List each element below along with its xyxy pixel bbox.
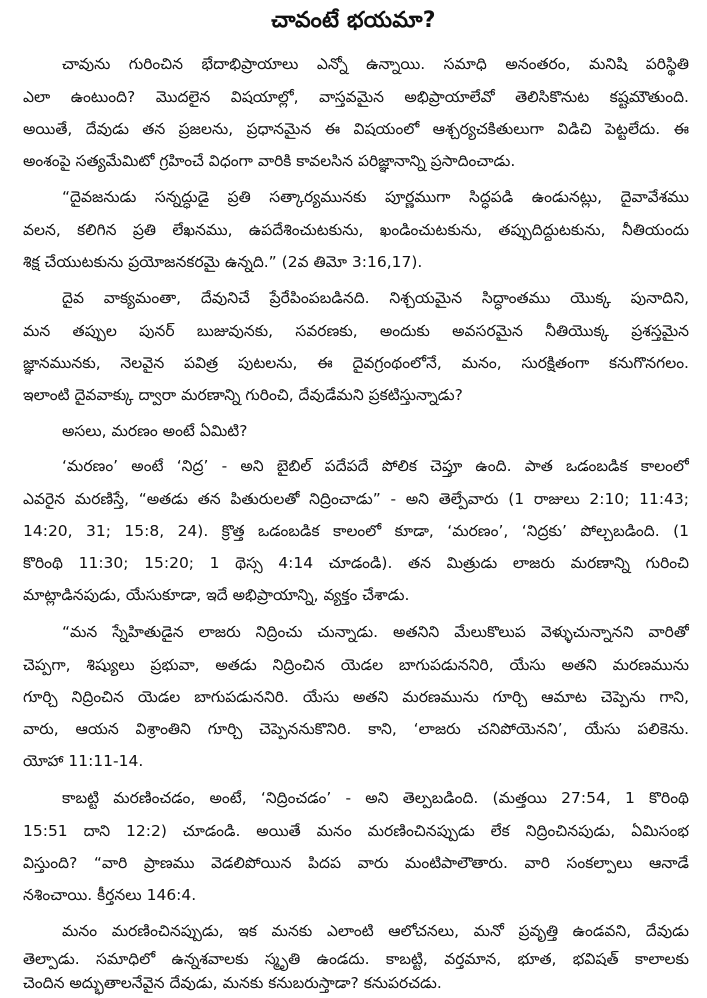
text-line: తెల్పాడు. సమాధిలో ఉన్నశవాలకు స్మృతి ఉండదు. కాబట్టి, వర్తమాన, భూత, భవిషత్ కాలాలకు (23, 950, 689, 968)
text-line: కాబట్టి మరణించడం, అంటే, ‘నిద్రించడం’ - అని తెల్పబడింది. (మత్తయి 27:54, 1 కొరింథి (62, 789, 689, 807)
text-line: చెప్పగా, శిష్యులు ప్రభువా, అతడు నిద్రించిన యెడల బాగుపడుననిరి, యేసు అతని మరణమును (23, 656, 689, 674)
text-line: చావును గురించిన భేదాభిప్రాయాలు ఎన్నో ఉన్నాయి. సమాధి అనంతరం, మనిషి పరిస్థితి (62, 55, 689, 73)
text-line: 15:51 దాని 12:2) చూడండి. అయితే మనం మరణించినప్పుడు లేక నిద్రించినపుడు, ఏమిసంభ (23, 822, 689, 840)
text-line: వారు, ఆయన విశ్రాంతిని గూర్చి చెప్పెననుకొనిరి. కాని, ‘లాజరు చనిపోయెనని’, యేసు పలికెను. (23, 720, 689, 738)
text-line: అయితే, దేవుడు తన ప్రజలను, ప్రధానమైన ఈ విషయంలో ఆశ్చర్యచకితులుగా విడిచి పెట్టలేదు. ఈ (23, 120, 689, 138)
text-line: అసలు, మరణం అంటే ఏమిటి? (62, 422, 248, 440)
text-line: మనం మరణించినప్పుడు, ఇక మనకు ఎలాంటి ఆలోచనలు, మనో ప్రవృత్తి ఉండవని, దేవుడు (62, 922, 689, 940)
text-line: ఎవరైన మరణిస్తే, “అతడు తన పితురులతో నిద్రించాడు” - అని తెల్పేవారు (1 రాజులు 2:10; 11:43; (23, 490, 689, 508)
text-line: మన తప్పుల పునర్ బుజువునకు, సవరణకు, అందుకు అవసరమైన నీతియొక్క ప్రశస్తమైన (23, 322, 689, 340)
text-line: శిక్ష చేయుటకును ప్రయోజనకరమై ఉన్నది.” (2వ తిమో 3:16,17). (23, 253, 423, 271)
text-line: వలన, కలిగిన ప్రతి లేఖనము, ఉపదేశించుటకును, ఖండించుటకును, తప్పుదిద్దుటకును, నీతియందు (23, 221, 689, 239)
text-line: నశించాయి. కీర్తనలు 146:4. (23, 886, 197, 904)
text-line: అంశంపై సత్యమేమిటో గ్రహించే విధంగా వారికి కావలసిన పరిజ్ఞానాన్ని ప్రసాదించాడు. (23, 152, 516, 170)
text-line: ఎలా ఉంటుంది? మొదలైన విషయాల్లో, వాస్తవమైన అభిప్రాయాలేవో తెలిసికొనుట కష్టమౌతుంది. (23, 88, 689, 106)
text-line: “మన స్నేహితుడైన లాజరు నిద్రించు చున్నాడు. అతనిని మేలుకొలుప వెళ్ళుచున్నానని వారితో (62, 623, 689, 641)
text-line: ఇలాంటి దైవవాక్కు ద్వారా మరణాన్ని గురించి, దేవుడేమని ప్రకటిస్తున్నాడు? (23, 386, 463, 404)
text-line: ‘మరణం’ అంటే ‘నిద్ర’ - అని బైబిల్ పదేపదే పోలిక చెప్తూ ఉంది. పాత ఒడంబడిక కాలంలో (62, 457, 689, 475)
text-line: మాట్లాడినపుడు, యేసుకూడా, ఇదే అభిప్రాయాన్ని, వ్యక్తం చేశాడు. (23, 586, 410, 604)
text-line: యోహా 11:11-14. (23, 752, 144, 770)
text-line: “దైవజనుడు సన్నద్ధుడై ప్రతి సత్కార్యమునకు పూర్ణముగా సిద్ధపడి ఉండునట్లు, దైవావేశము (62, 188, 689, 206)
text-line: గూర్చి నిద్రించిన యెడల బాగుపడుననిరి. యేసు అతని మరణమును గూర్చి ఆమాట చెప్పెను గాని, (23, 688, 689, 706)
page-title: చావంటే భయమా? (271, 8, 436, 33)
text-line: చెందిన అద్భుతాలనేవైన దేవుడు, మనకు కనుబరుస్తాడా? కనుపరచడు. (23, 974, 442, 992)
text-line: 14:20, 31; 15:8, 24). క్రొత్త ఒడంబడిక కాలంలో కూడా, ‘మరణం’, ‘నిద్రకు’ పోల్చబడింది. (1 (23, 522, 689, 540)
text-line: జ్ఞానమునకు, నెలవైన పవిత్ర పుటలను, ఈ దైవగ్రంథంలోనే, మనం, సురక్షితంగా కనుగొనగలం. (23, 354, 689, 372)
text-line: విస్తుంది? “వారి ప్రాణము వెడలిపోయిన పిదప వారు మంటిపాలౌతారు. వారి సంకల్పాలు ఆనాడే (23, 854, 689, 872)
text-line: కొరింథి 11:30; 15:20; 1 థెస్స 4:14 చూడండి). తన మిత్రుడు లాజరు మరణాన్ని గురించి (23, 554, 689, 572)
text-line: దైవ వాక్యమంతా, దేవునిచే ప్రేరేపింపబడినది. నిశ్చయమైన సిద్ధాంతము యొక్క పునాదిని, (62, 289, 689, 307)
